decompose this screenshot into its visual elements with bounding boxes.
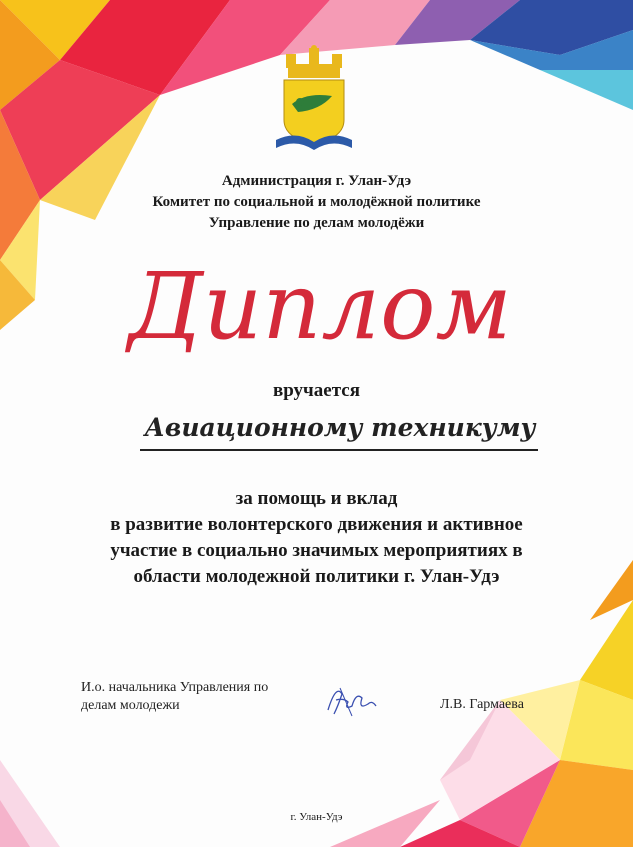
signatory-position-line-1: И.о. начальника Управления по — [81, 680, 269, 695]
coat-of-arms-emblem — [276, 44, 352, 154]
award-reason-line-1: за помощь и вклад — [235, 488, 398, 509]
diploma-title-text: Диплом — [128, 253, 512, 360]
handwritten-signature — [322, 680, 382, 722]
award-reason-line-2: в развитие волонтерского движения и активное — [110, 514, 523, 535]
issuer-line-department: Управление по делам молодёжи — [208, 215, 425, 231]
signatory-position — [81, 679, 321, 715]
signatory-name: Л.В. Гармаева — [440, 697, 524, 712]
award-reason — [0, 486, 633, 590]
issuer-line-committee: Комитет по социальной и молодёжной политике — [152, 194, 481, 210]
issuer-line-administration: Администрация г. Улан-Удэ — [221, 173, 412, 189]
award-reason-line-3: участие в социально значимых мероприятиях в — [110, 540, 523, 561]
issuer-header — [0, 171, 633, 234]
city-footer: г. Улан-Удэ — [290, 811, 343, 823]
award-reason-line-4: области молодежной политики г. Улан-Удэ — [133, 566, 500, 587]
recipient-underline — [140, 449, 538, 451]
signatory-position-line-2: делам молодежи — [81, 698, 180, 713]
recipient-name: Авиационному техникуму — [144, 413, 536, 442]
diploma-title — [100, 238, 540, 368]
handed-to-label: вручается — [272, 380, 360, 401]
